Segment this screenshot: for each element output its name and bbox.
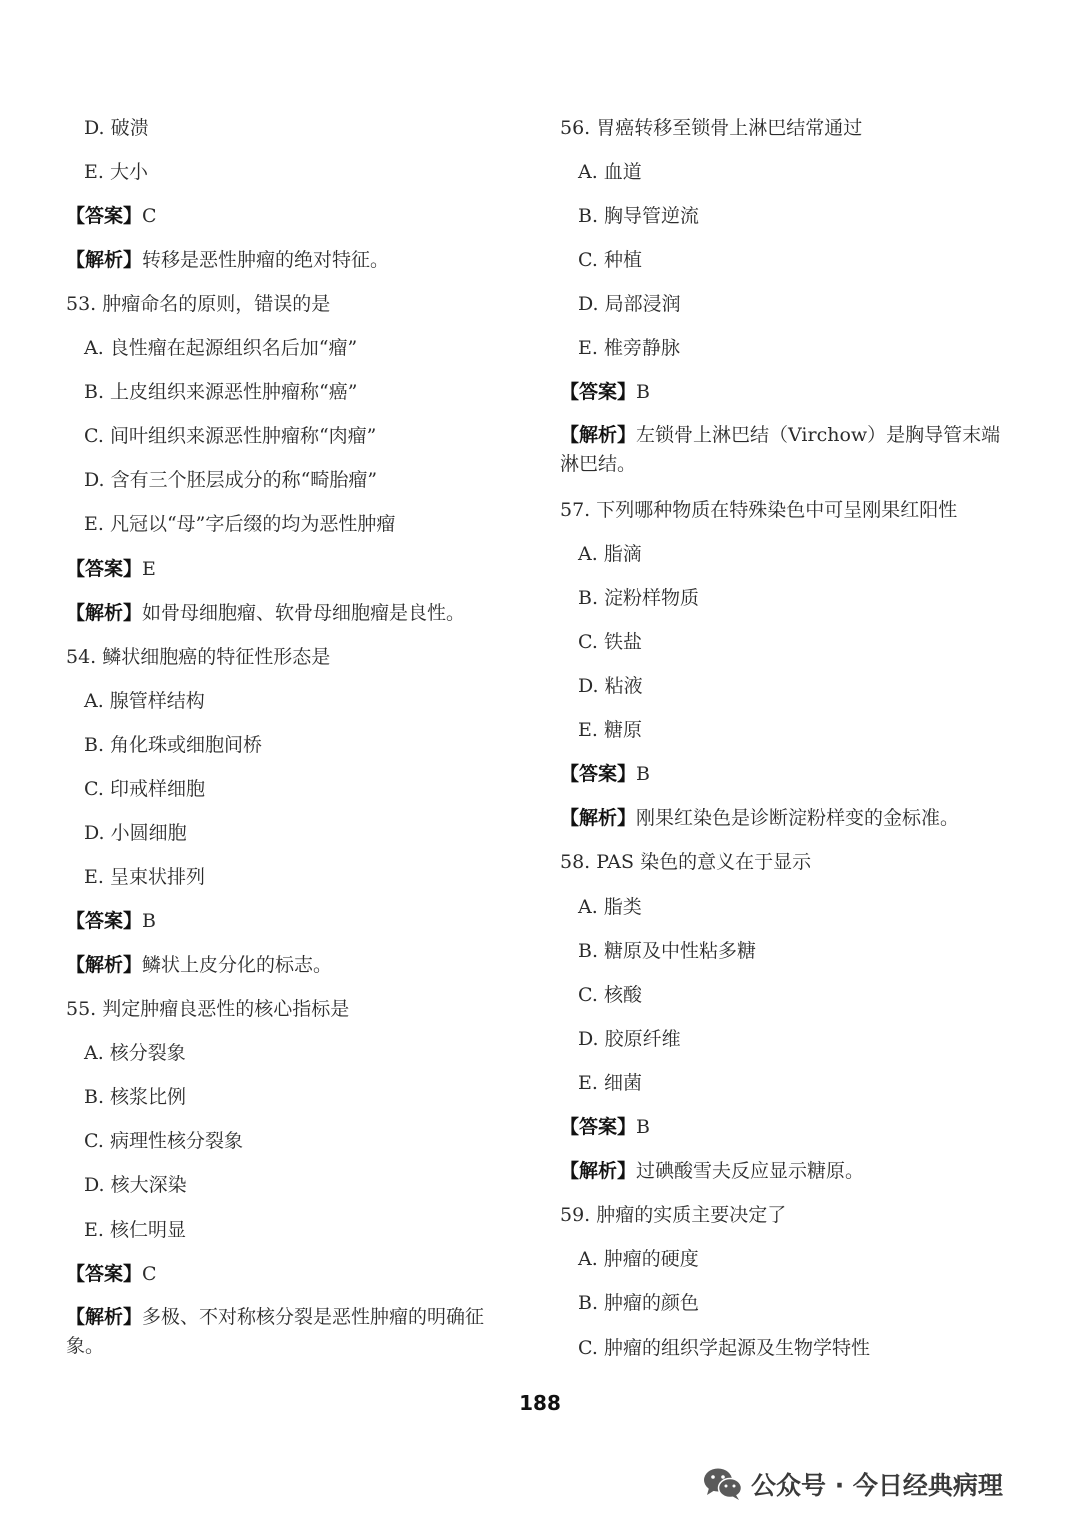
q58-answer-value: B xyxy=(636,1116,650,1138)
answer-label: 【答案】 xyxy=(560,381,637,403)
q52-analysis xyxy=(66,245,389,275)
q55-option-d: D. 核大深染 xyxy=(84,1174,187,1196)
q59-option-c: C. 肿瘤的组织学起源及生物学特性 xyxy=(578,1337,870,1359)
q52-answer xyxy=(66,201,157,231)
analysis-label: 【解析】 xyxy=(66,249,143,271)
q53-option-e: E. 凡冠以“母”字后缀的均为恶性肿瘤 xyxy=(84,513,396,535)
q53-answer xyxy=(66,554,156,584)
q56-analysis xyxy=(560,421,1015,479)
q58-option-b: B. 糖原及中性粘多糖 xyxy=(578,940,757,962)
analysis-label: 【解析】 xyxy=(66,954,143,976)
page-number: 188 xyxy=(519,1391,561,1415)
q54-option-a: A. 腺管样结构 xyxy=(84,690,205,712)
q56-option-d: D. 局部浸润 xyxy=(578,293,681,315)
q57-option-a: A. 脂滴 xyxy=(578,543,642,565)
watermark-text: 公众号 · 今日经典病理 xyxy=(751,1471,1003,1500)
q53-analysis-text: 如骨母细胞瘤、软骨母细胞瘤是良性。 xyxy=(142,602,466,624)
analysis-label: 【解析】 xyxy=(66,602,143,624)
q58-analysis-text: 过碘酸雪夫反应显示糖原。 xyxy=(636,1160,865,1182)
q53-question: 53. 肿瘤命名的原则，错误的是 xyxy=(66,293,331,315)
analysis-label: 【解析】 xyxy=(560,807,637,829)
q58-option-a: A. 脂类 xyxy=(578,896,642,918)
q55-analysis xyxy=(66,1303,506,1361)
q57-option-e: E. 糖原 xyxy=(578,719,642,741)
q53-answer-value: E xyxy=(142,558,156,580)
q59-option-b: B. 肿瘤的颜色 xyxy=(578,1292,700,1314)
answer-label: 【答案】 xyxy=(66,1263,143,1285)
q57-option-c: C. 铁盐 xyxy=(578,631,642,653)
analysis-label: 【解析】 xyxy=(66,1306,143,1328)
answer-label: 【答案】 xyxy=(560,1116,637,1138)
q52-answer-value: C xyxy=(142,205,157,227)
answer-label: 【答案】 xyxy=(66,558,143,580)
q59-question: 59. 肿瘤的实质主要决定了 xyxy=(560,1204,787,1226)
q57-question: 57. 下列哪种物质在特殊染色中可呈刚果红阳性 xyxy=(560,499,958,521)
q56-analysis-text: 左锁骨上淋巴结（Virchow）是胸导管末端淋巴结。 xyxy=(560,424,1001,475)
q57-option-d: D. 粘液 xyxy=(578,675,643,697)
analysis-label: 【解析】 xyxy=(560,1160,637,1182)
q55-option-b: B. 核浆比例 xyxy=(84,1086,187,1108)
q58-option-c: C. 核酸 xyxy=(578,984,642,1006)
q54-option-c: C. 印戒样细胞 xyxy=(84,778,205,800)
answer-label: 【答案】 xyxy=(66,205,143,227)
watermark xyxy=(703,1462,1003,1506)
q54-question: 54. 鳞状细胞癌的特征性形态是 xyxy=(66,646,331,668)
q57-analysis-text: 刚果红染色是诊断淀粉样变的金标准。 xyxy=(636,807,960,829)
q52-analysis-text: 转移是恶性肿瘤的绝对特征。 xyxy=(142,249,390,271)
q55-option-e: E. 核仁明显 xyxy=(84,1219,186,1241)
wechat-icon xyxy=(703,1467,743,1501)
q53-option-d: D. 含有三个胚层成分的称“畸胎瘤” xyxy=(84,469,378,491)
q58-answer xyxy=(560,1112,650,1142)
q59-option-a: A. 肿瘤的硬度 xyxy=(578,1248,699,1270)
q58-option-e: E. 细菌 xyxy=(578,1072,642,1094)
q56-answer-value: B xyxy=(636,381,650,403)
q52-option-e: E. 大小 xyxy=(84,161,148,183)
q53-option-a: A. 良性瘤在起源组织名后加“瘤” xyxy=(84,337,358,359)
q58-question: 58. PAS 染色的意义在于显示 xyxy=(560,851,812,873)
q57-option-b: B. 淀粉样物质 xyxy=(578,587,700,609)
q55-answer-value: C xyxy=(142,1263,157,1285)
q53-analysis xyxy=(66,598,465,628)
q53-option-b: B. 上皮组织来源恶性肿瘤称“癌” xyxy=(84,381,358,403)
q56-option-a: A. 血道 xyxy=(578,161,642,183)
q56-answer xyxy=(560,377,650,407)
answer-label: 【答案】 xyxy=(560,763,637,785)
q54-option-d: D. 小圆细胞 xyxy=(84,822,187,844)
q58-analysis xyxy=(560,1156,864,1186)
q57-answer xyxy=(560,759,650,789)
analysis-label: 【解析】 xyxy=(560,424,637,446)
q54-answer-value: B xyxy=(142,910,156,932)
q57-answer-value: B xyxy=(636,763,650,785)
q56-question: 56. 胃癌转移至锁骨上淋巴结常通过 xyxy=(560,117,863,139)
q52-option-d: D. 破溃 xyxy=(84,117,149,139)
q54-analysis xyxy=(66,950,332,980)
answer-label: 【答案】 xyxy=(66,910,143,932)
q56-option-e: E. 椎旁静脉 xyxy=(578,337,680,359)
q55-answer xyxy=(66,1259,157,1289)
q56-option-b: B. 胸导管逆流 xyxy=(578,205,700,227)
q54-analysis-text: 鳞状上皮分化的标志。 xyxy=(142,954,333,976)
q54-option-b: B. 角化珠或细胞间桥 xyxy=(84,734,263,756)
q55-analysis-text: 多极、不对称核分裂是恶性肿瘤的明确征象。 xyxy=(66,1306,485,1357)
q54-option-e: E. 呈束状排列 xyxy=(84,866,205,888)
q55-option-c: C. 病理性核分裂象 xyxy=(84,1130,243,1152)
q58-option-d: D. 胶原纤维 xyxy=(578,1028,681,1050)
q54-answer xyxy=(66,906,156,936)
q55-question: 55. 判定肿瘤良恶性的核心指标是 xyxy=(66,998,350,1020)
q56-option-c: C. 种植 xyxy=(578,249,642,271)
q53-option-c: C. 间叶组织来源恶性肿瘤称“肉瘤” xyxy=(84,425,377,447)
q55-option-a: A. 核分裂象 xyxy=(84,1042,186,1064)
q57-analysis xyxy=(560,803,959,833)
